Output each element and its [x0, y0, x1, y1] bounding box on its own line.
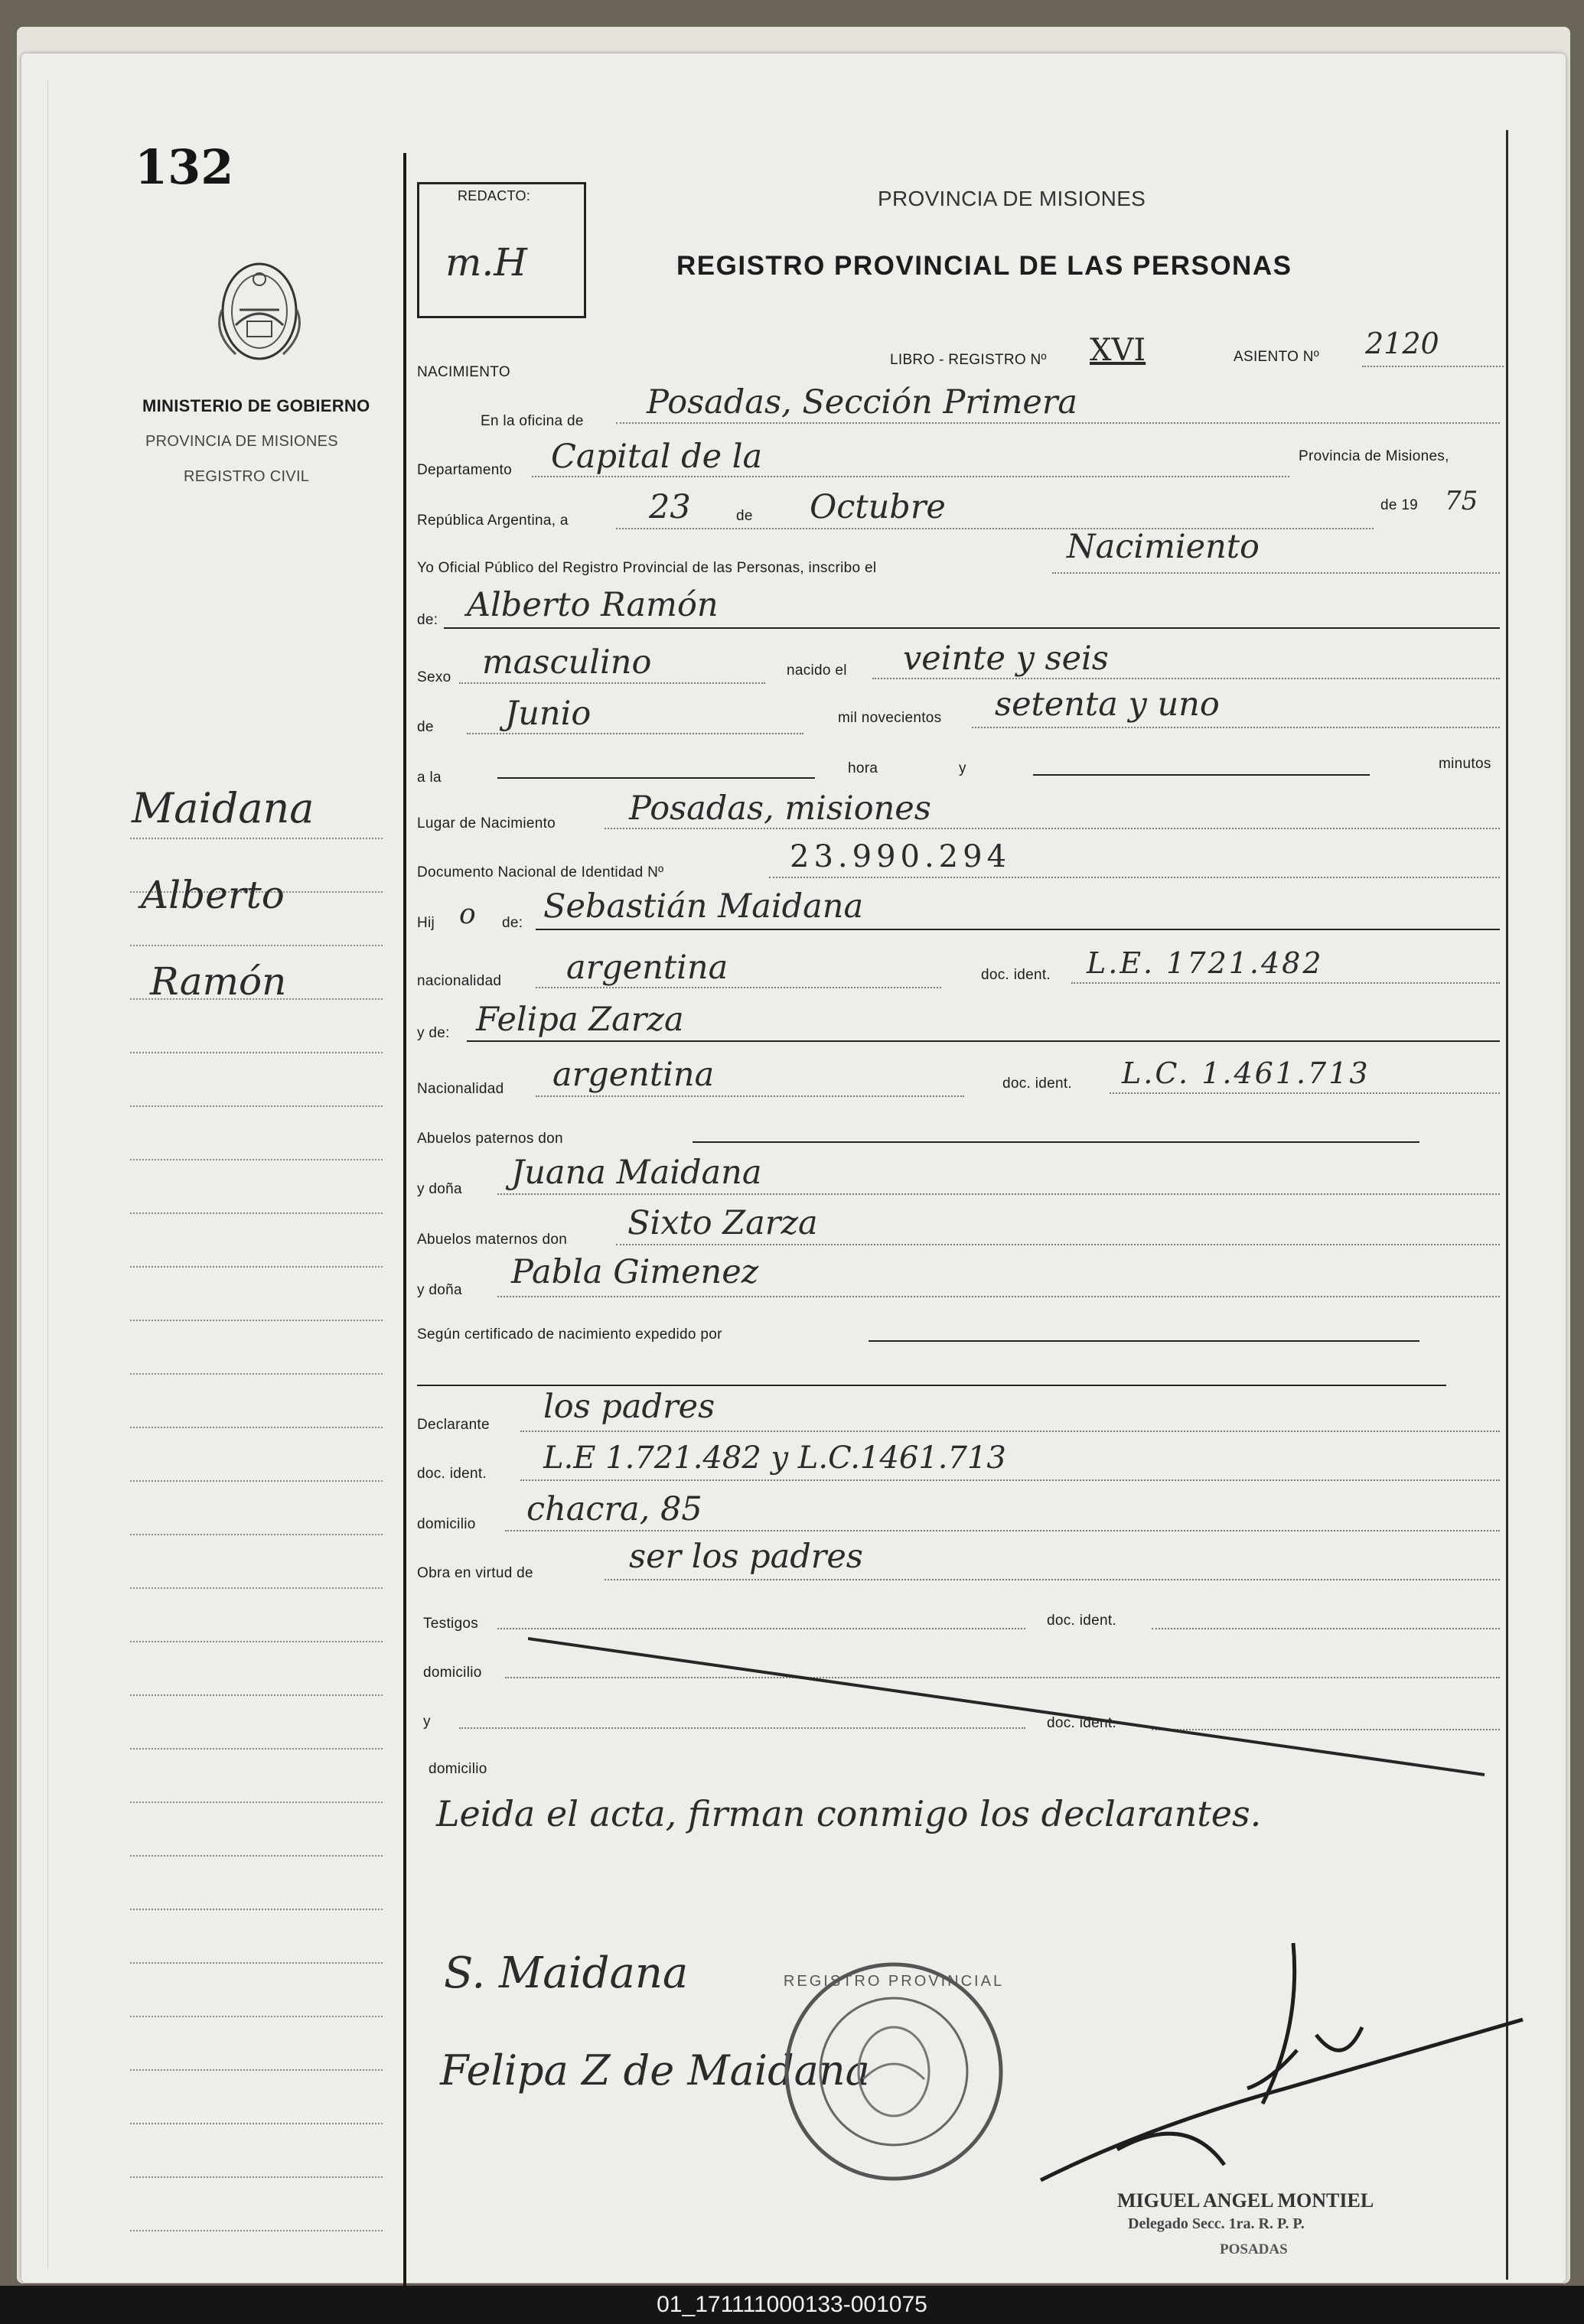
- y-t-label: y: [423, 1714, 431, 1730]
- anio-nac-dotline: [972, 727, 1500, 728]
- official-stamp-name: MIGUEL ANGEL MONTIEL: [1117, 2189, 1374, 2212]
- de-nombre-label: de:: [417, 612, 438, 628]
- nacido-value: veinte y seis: [903, 640, 1109, 678]
- oficina-value: Posadas, Sección Primera: [647, 383, 1078, 422]
- official-stamp-city: POSADAS: [1220, 2241, 1288, 2257]
- margin-first-name: Alberto: [141, 873, 285, 917]
- nac-padre-value: argentina: [566, 949, 728, 987]
- dni-dotline: [769, 877, 1500, 878]
- margin-rule: [130, 1641, 383, 1642]
- obra-label: Obra en virtud de: [417, 1565, 533, 1581]
- testigos-label: Testigos: [423, 1616, 479, 1632]
- domicilio-label: domicilio: [417, 1516, 476, 1532]
- nac-padre-label: nacionalidad: [417, 973, 502, 989]
- margin-rule: [130, 1748, 383, 1750]
- coat-of-arms-icon: [205, 256, 314, 371]
- minutos-line: [1033, 774, 1370, 776]
- redacto-label: REDACTO:: [458, 188, 531, 203]
- margin-rule: [130, 1802, 383, 1803]
- cert-label: Según certificado de nacimiento expedido por: [417, 1326, 722, 1343]
- nombre-value: Alberto Ramón: [467, 586, 719, 624]
- domicilio-t-label: domicilio: [423, 1665, 482, 1681]
- signature-mother: Felipa Z de Maidana: [440, 2046, 870, 2095]
- anio-label: de 19: [1380, 497, 1419, 513]
- margin-rule: [130, 2176, 383, 2178]
- image-caption: 01_171111000133-001075: [0, 2286, 1584, 2324]
- docid-dotline: [520, 1479, 1500, 1481]
- ministry-label: MINISTERIO DE GOBIERNO: [142, 396, 370, 415]
- margin-rule: [130, 1373, 383, 1375]
- doc-madre-label: doc. ident.: [1002, 1076, 1072, 1092]
- svg-text:REGISTRO PROVINCIAL: REGISTRO PROVINCIAL: [783, 1973, 1005, 1990]
- anio-value: 75: [1445, 486, 1478, 516]
- margin-rule: [130, 2016, 383, 2017]
- dni-label: Documento Nacional de Identidad Nº: [417, 864, 664, 880]
- acto-value: Nacimiento: [1067, 528, 1260, 566]
- ab-mat-dona-dotline: [497, 1296, 1500, 1297]
- margin-rule: [130, 1587, 383, 1589]
- asiento-label: ASIENTO Nº: [1234, 349, 1319, 365]
- binding-margin: [26, 80, 48, 2268]
- asiento-value: 2120: [1365, 327, 1439, 360]
- margin-rule: [130, 1212, 383, 1214]
- anio-nac-value: setenta y uno: [995, 685, 1220, 724]
- acto-dotline: [1052, 572, 1500, 574]
- republica-label: República Argentina, a: [417, 513, 569, 529]
- vertical-rule: [403, 153, 406, 2287]
- hora-label: hora: [848, 760, 878, 776]
- ab-mat-don-value: Sixto Zarza: [627, 1204, 818, 1242]
- redacto-initials: m.H: [445, 240, 527, 285]
- cert-line-2: [417, 1385, 1446, 1386]
- ydona1-label: y doña: [417, 1181, 462, 1197]
- margin-rule: [130, 1962, 383, 1964]
- ab-mat-don-dotline: [616, 1244, 1500, 1245]
- margin-surname: Maidana: [132, 784, 315, 832]
- margin-rule: [130, 1694, 383, 1696]
- oficina-dotline: [616, 422, 1500, 424]
- fecha-dotline: [616, 528, 1374, 529]
- domicilio-value: chacra, 85: [526, 1490, 702, 1528]
- ydona2-label: y doña: [417, 1282, 462, 1298]
- margin-rule: [130, 1534, 383, 1535]
- sexo-dotline: [459, 682, 765, 684]
- nac-madre-dotline: [536, 1095, 964, 1097]
- dni-value: 23.990.294: [790, 839, 1012, 874]
- doc-madre-value: L.C. 1.461.713: [1122, 1056, 1371, 1090]
- libro-value: XVI: [1090, 333, 1146, 368]
- mil-label: mil novecientos: [838, 710, 942, 726]
- registry-title: REGISTRO PROVINCIAL DE LAS PERSONAS: [676, 251, 1292, 281]
- declarante-label: Declarante: [417, 1417, 490, 1433]
- margin-rule: [130, 1320, 383, 1321]
- hora-line: [497, 777, 815, 779]
- madre-line: [467, 1040, 1500, 1042]
- y-hora-label: y: [959, 760, 966, 776]
- registry-left-label: REGISTRO CIVIL: [184, 468, 310, 485]
- margin-rule: [130, 945, 383, 946]
- provincia-label: Provincia de Misiones,: [1299, 448, 1449, 464]
- margin-rule: [130, 1855, 383, 1857]
- ala-label: a la: [417, 770, 442, 786]
- nac-padre-dotline: [536, 987, 941, 988]
- declarante-dotline: [520, 1431, 1500, 1432]
- sexo-value: masculino: [482, 643, 652, 682]
- margin-rule: [130, 1105, 383, 1107]
- signature-father: S. Maidana: [444, 1948, 689, 1998]
- ab-mat-label: Abuelos maternos don: [417, 1232, 568, 1248]
- doc-madre-dotline: [1110, 1092, 1500, 1094]
- domicilio-t2-label: domicilio: [429, 1761, 487, 1777]
- doc-padre-label: doc. ident.: [981, 967, 1051, 983]
- margin-rule: [130, 1480, 383, 1482]
- ab-pat-dona-dotline: [497, 1193, 1500, 1195]
- nac-madre-value: argentina: [552, 1056, 715, 1094]
- lugar-label: Lugar de Nacimiento: [417, 815, 556, 832]
- obra-dotline: [605, 1579, 1500, 1580]
- departamento-value: Capital de la: [551, 438, 763, 476]
- oficial-label: Yo Oficial Público del Registro Provincial de las Personas, inscribo el: [417, 560, 877, 576]
- padre-value: Sebastián Maidana: [543, 887, 864, 926]
- sexo-label: Sexo: [417, 669, 451, 685]
- docid-value: L.E 1.721.482 y L.C.1461.713: [543, 1440, 1006, 1476]
- yde-label: y de:: [417, 1025, 450, 1041]
- ab-pat-dona-value: Juana Maidana: [511, 1154, 762, 1192]
- nacido-dotline: [872, 678, 1500, 679]
- nac-madre-label: Nacionalidad: [417, 1081, 504, 1097]
- doc-padre-dotline: [1071, 982, 1500, 984]
- docid-label: doc. ident.: [417, 1466, 487, 1482]
- crossout-stroke: [528, 1629, 1492, 1782]
- hijo-suffix: o: [459, 899, 476, 930]
- de-mes-label: de: [417, 719, 434, 735]
- lugar-dotline: [605, 828, 1500, 829]
- margin-rule: [130, 838, 383, 839]
- domicilio-dotline: [505, 1530, 1500, 1531]
- hijo-label: Hij: [417, 915, 435, 931]
- obra-value: ser los padres: [629, 1538, 863, 1576]
- margin-rule: [130, 2230, 383, 2231]
- nacido-label: nacido el: [787, 662, 847, 679]
- margin-rule: [130, 1266, 383, 1268]
- oficina-label: En la oficina de: [481, 413, 584, 429]
- cierre-text: Leida el acta, firman conmigo los declarantes.: [436, 1793, 1262, 1834]
- official-seal-icon: [779, 1957, 1009, 2186]
- margin-rule: [130, 2123, 383, 2124]
- padre-line: [536, 929, 1500, 930]
- de-label: de: [736, 508, 753, 524]
- madre-value: Felipa Zarza: [476, 1001, 684, 1039]
- departamento-dotline: [532, 476, 1289, 477]
- libro-label: LIBRO - REGISTRO Nº: [890, 352, 1047, 368]
- margin-rule: [130, 1909, 383, 1910]
- margin-rule: [130, 1052, 383, 1053]
- official-signature-stroke: [995, 1935, 1530, 2188]
- province-title: PROVINCIA DE MISIONES: [878, 187, 1146, 210]
- departamento-label: Departamento: [417, 462, 513, 478]
- dia-value: 23: [649, 488, 691, 526]
- margin-rule: [130, 1427, 383, 1428]
- official-stamp-role: Delegado Secc. 1ra. R. P. P.: [1128, 2215, 1305, 2232]
- mes-nac-dotline: [467, 733, 803, 734]
- province-left-label: PROVINCIA DE MISIONES: [145, 433, 338, 450]
- page-number: 132: [135, 139, 234, 195]
- margin-rule: [130, 1159, 383, 1160]
- asiento-dotline: [1362, 366, 1504, 367]
- margin-rule: [130, 2069, 383, 2071]
- lugar-value: Posadas, misiones: [629, 789, 931, 828]
- declarante-value: los padres: [543, 1388, 715, 1426]
- ab-pat-line: [693, 1141, 1419, 1143]
- mes-nac-value: Junio: [505, 695, 592, 733]
- nombre-line: [444, 627, 1500, 629]
- ab-pat-label: Abuelos paternos don: [417, 1131, 563, 1147]
- minutos-label: minutos: [1439, 756, 1491, 772]
- mes-value: Octubre: [810, 488, 946, 526]
- nacimiento-label: NACIMIENTO: [417, 364, 510, 380]
- ab-mat-dona-value: Pabla Gimenez: [511, 1253, 759, 1291]
- margin-second-name: Ramón: [150, 959, 287, 1004]
- docid-t-label: doc. ident.: [1047, 1613, 1116, 1629]
- hijo-de-label: de:: [502, 915, 523, 931]
- doc-padre-value: L.E. 1721.482: [1087, 946, 1324, 980]
- cert-line: [869, 1340, 1419, 1342]
- docid-t2-label: doc. ident.: [1047, 1715, 1116, 1731]
